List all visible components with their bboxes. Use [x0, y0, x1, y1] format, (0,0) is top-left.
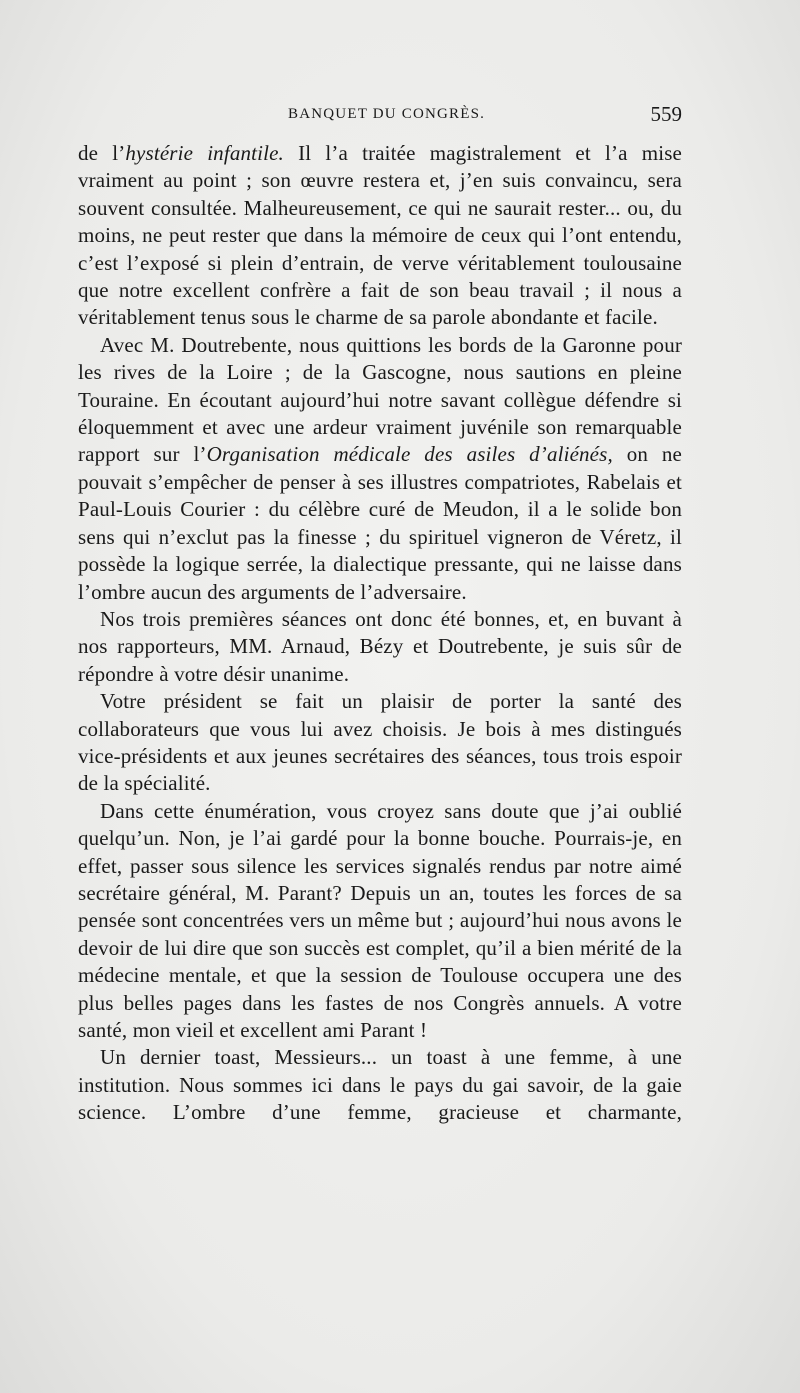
- page-number: 559: [650, 102, 682, 126]
- paragraph: [78, 606, 682, 688]
- italic-title: hystérie infantile.: [125, 141, 284, 165]
- text-run: on ne pouvait s’empêcher de penser à ses illustres compatriotes, Rabelais et Paul-Louis Courier : du célèbre curé de Meudon, il a le solide bon sens qui n’exclut pas la finesse ; du spirituel vigneron de Véretz, il possède la logique serrée, la dialectique pressante, qui ne laisse dans l’ombre aucun des arguments de l’adversaire.: [78, 442, 682, 604]
- paragraph: [78, 798, 682, 1045]
- running-title: BANQUET DU CONGRÈS.: [288, 106, 486, 122]
- body-text: [78, 140, 682, 1127]
- paragraph: [78, 1044, 682, 1126]
- paragraph: [78, 688, 682, 798]
- text-run: Il l’a traitée magistralement et l’a mise vraiment au point ; son œuvre restera et, j’en suis convaincu, sera souvent consultée. Malheureusement, ce qui ne saurait rester... ou, du moins, ne peut rester que dans la mémoire de ceux qui l’ont entendu, c’est l’exposé si plein d’entrain, de verve véritablement toulousaine que notre excellent confrère a fait de son beau travail ; il nous a véritablement tenus sous le charme de sa parole abondante et facile.: [78, 141, 682, 330]
- paragraph: [78, 140, 682, 332]
- text-run: Dans cette énumération, vous croyez sans doute que j’ai oublié quelqu’un. Non, je l’ai gardé pour la bonne bouche. Pourrais-je, en effet, passer sous silence les services signalés rendus par notre aimé secrétaire général, M. Parant? Depuis un an, toutes les forces de sa pensée sont concentrées vers un même but ; aujourd’hui nous avons le devoir de lui dire que son succès est complet, qu’il a bien mérité de la médecine mentale, et que la session de Toulouse occupera une des plus belles pages dans les fastes de nos Congrès annuels. A votre santé, mon vieil et excellent ami Parant !: [78, 798, 682, 1042]
- italic-title: Organisation médicale des asiles d’aliénés,: [206, 442, 613, 467]
- text-run: Nos trois premières séances ont donc été bonnes, et, en buvant à nos rapporteurs, MM. Arnaud, Bézy et Doutrebente, je suis sûr de répondre à votre désir unanime.: [78, 606, 682, 686]
- text-run: Avec M. Doutrebente, nous quittions les bords de la Garonne pour les rives de la Loire ; de la Gascogne, nous sautions en pleine Touraine. En écoutant aujourd’hui notre savant collègue défendre si éloquemment et avec une ardeur vraiment juvénile son remarquable rapport sur l’: [78, 332, 682, 467]
- paragraph: [78, 332, 682, 606]
- text-run: Votre président se fait un plaisir de porter la santé des collaborateurs que vous lui avez choisis. Je bois à mes distingués vice-présidents et aux jeunes secrétaires des séances, tous trois espoir de la spécialité.: [78, 689, 682, 796]
- text-run: Un dernier toast, Messieurs... un toast à une femme, à une institution. Nous sommes ici dans le pays du gai savoir, de la gaie science. L’ombre d’une femme, gracieuse et charmante,: [78, 1045, 682, 1125]
- text-run: de l’: [78, 141, 126, 165]
- page-header: [78, 102, 682, 132]
